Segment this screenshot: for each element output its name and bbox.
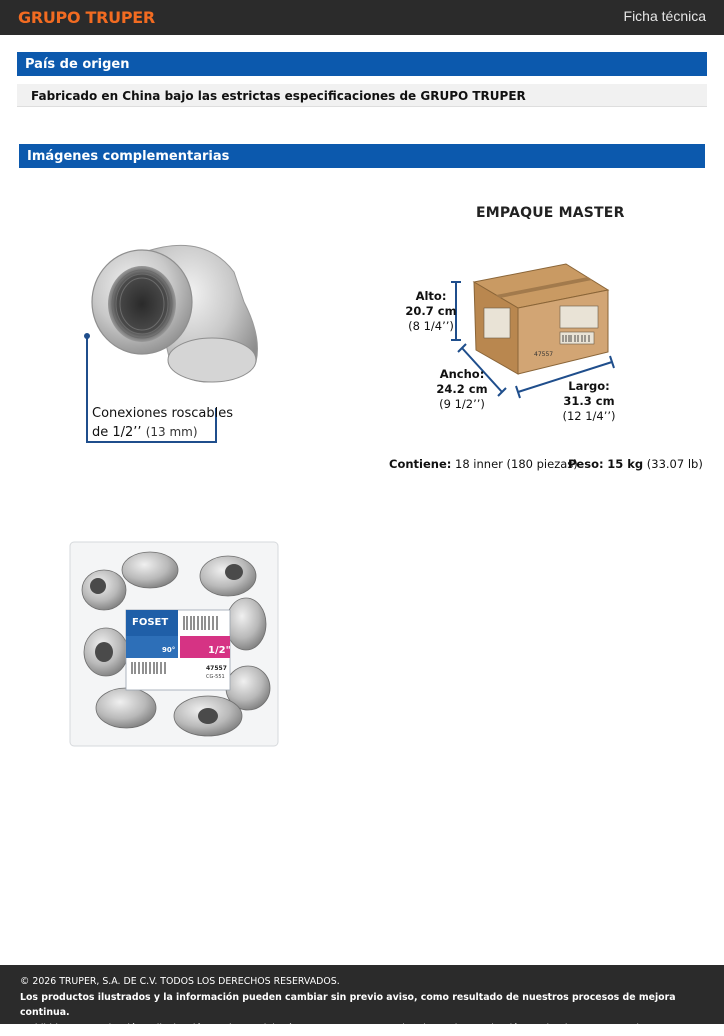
bag-size: 1/2" [208,645,231,656]
dim-alto-value: 20.7 cm [404,304,458,319]
dim-largo-value: 31.3 cm [560,394,618,409]
dim-alto-label: Alto: [404,289,458,304]
dim-alto [404,289,458,334]
document-type: Ficha técnica [624,8,706,24]
weight-info [568,457,703,471]
fitting-caption-size: de 1/2’’ [92,425,142,440]
weight-imperial: (33.07 lb) [647,457,703,471]
dim-ancho-value: 24.2 cm [434,382,490,397]
dim-alto-imperial: (8 1/4’’) [404,319,458,334]
fitting-caption [92,405,233,442]
brand-logo: GRUPO TRUPER [18,8,155,27]
footer-prohibition: Prohibida su reproducción o divulgación total o parcial así como su uso o aprovechamiento sin autorización escrita de Truper, S.A. de C.V. [20,1021,704,1036]
footer [0,965,724,1024]
dim-ancho-label: Ancho: [434,367,490,382]
contains-value: 18 inner (180 piezas) [455,457,578,471]
dim-largo-label: Largo: [560,379,618,394]
fitting-caption-line1: Conexiones roscables [92,405,233,423]
bag-code: 47557 [206,665,227,672]
bag-angle: 90° [162,646,175,654]
origin-text: Fabricado en China bajo las estrictas especificaciones de GRUPO TRUPER [17,84,707,107]
contains-info [389,457,578,471]
top-bar [0,0,724,35]
fitting-caption-metric: (13 mm) [146,425,198,439]
dim-ancho [434,367,490,412]
weight-label: Peso: [568,457,604,471]
footer-copyright: © 2026 TRUPER, S.A. DE C.V. TODOS LOS DERECHOS RESERVADOS. [20,974,704,990]
contains-label: Contiene: [389,457,451,471]
bag-code-alt: CG-551 [206,674,225,680]
dim-ancho-imperial: (9 1/2’’) [434,397,490,412]
footer-notice: Los productos ilustrados y la información pueden cambiar sin previo aviso, como resultado de nuestros procesos de mejora continua. [20,990,704,1021]
bag-brand: FOSET [132,617,168,628]
dim-largo [560,379,618,424]
images-section-header: Imágenes complementarias [19,144,705,168]
origin-section-header: País de origen [17,52,707,76]
dim-largo-imperial: (12 1/4’’) [560,409,618,424]
master-pack-title: EMPAQUE MASTER [476,205,625,221]
box-code: 47557 [534,351,553,358]
product-bag-image [68,540,280,748]
weight-value: 15 kg [607,457,643,471]
